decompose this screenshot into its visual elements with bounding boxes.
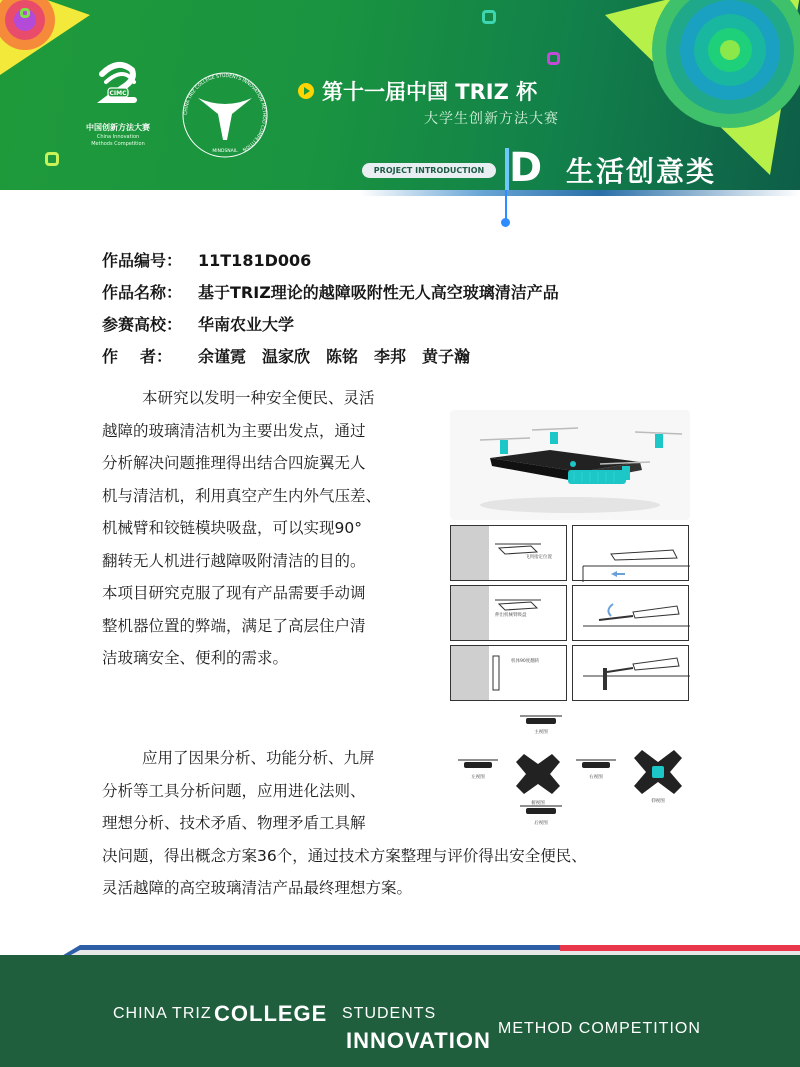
pin-dot	[501, 218, 510, 227]
cimc-name-en-1: China Innovation	[96, 134, 140, 140]
triz-cup-logo	[180, 70, 270, 160]
title-main-text: 第十一届中国 TRIZ 杯	[322, 80, 538, 104]
step-1-right	[572, 525, 689, 581]
paragraph-line: 决问题，得出概念方案36个，通过技术方案整理与评价得出安全便民、	[102, 846, 587, 865]
paragraph-line: 越障的玻璃清洁机为主要出发点，通过	[102, 421, 366, 440]
cimc-name-en-2: Methods Competition	[91, 141, 145, 147]
header-banner	[0, 0, 800, 190]
cimc-badge-text: CIMC	[109, 90, 127, 97]
drone-attach-sketch	[573, 646, 690, 702]
competition-title	[298, 76, 559, 128]
step-3-left	[450, 645, 567, 701]
drone-vertical-sketch	[489, 650, 509, 696]
view-label-left: 左视图	[471, 775, 485, 780]
project-id-row	[102, 250, 559, 282]
paragraph-line: 理想分析、技术矛盾、物理矛盾工具解	[102, 814, 366, 832]
decorative-square	[45, 152, 59, 166]
cimc-logo-mark	[96, 60, 140, 118]
step-3-right	[572, 645, 689, 701]
step-label: 飞到指定位置	[525, 555, 552, 560]
project-introduction-pill: PROJECT INTRODUCTION	[362, 163, 496, 178]
authors-value: 余谨霓 温家欣 陈铭 李邦 黄子瀚	[198, 347, 471, 366]
title-subtitle: 大学生创新方法大赛	[424, 111, 559, 127]
project-name-value: 基于TRIZ理论的越障吸附性无人高空玻璃清洁产品	[198, 283, 559, 302]
authors-label-part2: 者：	[139, 347, 172, 366]
triz-ring-text: CHINA TRIZ COLLEGE STUDENTS INNOVATION METHOD COMPETITION	[183, 73, 267, 152]
step-label: 机体90度翻转	[511, 659, 540, 664]
view-label-right: 右视图	[589, 775, 603, 780]
paragraph-line: 洁玻璃安全、便利的需求。	[102, 649, 289, 667]
step-label: 伸出机械臂吸盘	[495, 613, 527, 618]
view-label-front: 主视图	[534, 730, 548, 735]
footer-word-china-triz: CHINA TRIZ	[113, 1005, 212, 1022]
authors-row	[102, 346, 559, 378]
cleaning-steps-diagram	[450, 525, 690, 705]
decorative-square	[20, 8, 30, 18]
school-row	[102, 314, 559, 346]
footer-word-college: COLLEGE	[214, 1001, 328, 1026]
paragraph-line: 整机器位置的弊端，满足了高层住户清	[102, 616, 366, 635]
school-value: 华南农业大学	[198, 315, 295, 334]
view-label-top: 俯视图	[531, 801, 545, 806]
step-2-left	[450, 585, 567, 641]
project-id-label: 作品编号：	[102, 251, 183, 270]
school-label: 参赛高校：	[102, 315, 183, 334]
drone-side-sketch	[573, 526, 690, 582]
footer-word-innovation: INNOVATION	[346, 1028, 491, 1053]
cimc-logo	[78, 60, 158, 150]
project-id-value: 11T181D006	[198, 251, 312, 270]
cimc-name-cn: 中国创新方法大赛	[86, 123, 150, 132]
paragraph-line: 机与清洁机，利用真空产生内外气压差、	[102, 486, 382, 505]
decorative-square	[547, 52, 560, 65]
step-2-right	[572, 585, 689, 641]
project-name-label: 作品名称：	[102, 283, 183, 302]
paragraph-line: 本项目研究克服了现有产品需要手动调	[102, 584, 366, 602]
category-name: 生活创意类	[566, 155, 717, 188]
header-bottom-stripe	[0, 190, 800, 196]
cimc-name-en	[78, 134, 158, 148]
step-1-left	[450, 525, 567, 581]
paragraph-line: 本研究以发明一种安全便民、灵活	[142, 389, 375, 407]
decorative-square	[482, 10, 496, 24]
drone-render-image	[450, 410, 690, 520]
paragraph-line: 应用了因果分析、功能分析、九屏	[142, 749, 375, 767]
description-paragraph-1	[102, 382, 432, 675]
paragraph-line: 机械臂和铰链模块吸盘，可以实现90°	[102, 519, 362, 537]
paragraph-line: 灵活越障的高空玻璃清洁产品最终理想方案。	[102, 879, 413, 897]
footer-banner	[0, 943, 800, 1067]
paragraph-line: 分析等工具分析问题，应用进化法则、	[102, 781, 366, 800]
description-paragraph-2	[102, 742, 702, 905]
authors-label	[102, 346, 172, 378]
triz-badge-text: MINDSNAIL	[212, 149, 238, 154]
play-icon	[298, 83, 314, 99]
drone-rotate-sketch	[573, 586, 690, 642]
project-name-row	[102, 282, 559, 314]
view-label-bottom: 仰视图	[651, 799, 665, 804]
paragraph-line: 翻转无人机进行越障吸附清洁的目的。	[102, 551, 366, 570]
footer-word-students: STUDENTS	[342, 1005, 437, 1022]
footer-word-method-competition: METHOD COMPETITION	[498, 1020, 701, 1037]
view-label-back: 后视图	[534, 821, 548, 826]
category-letter: D	[509, 145, 543, 190]
project-info	[102, 250, 559, 378]
paragraph-line: 分析解决问题推理得出结合四旋翼无人	[102, 454, 366, 472]
authors-label-part1: 作	[102, 347, 119, 366]
